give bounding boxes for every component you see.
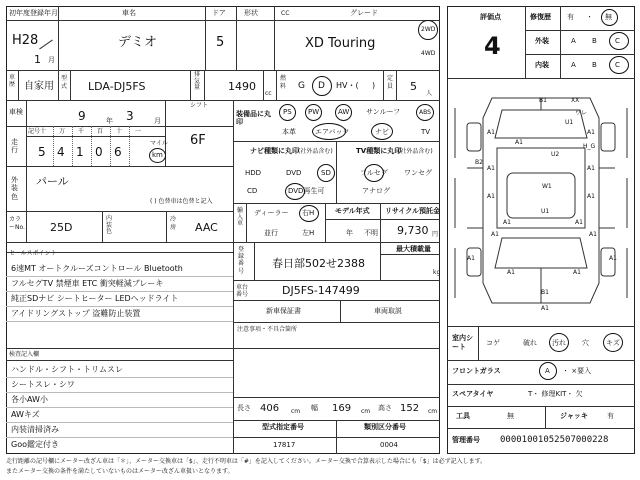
inspector-line: シートスレ・シワ <box>11 380 75 389</box>
damage-mark: A1 <box>507 269 515 276</box>
plate-label: 登録番号 <box>238 246 245 275</box>
interior-seat-label: 室内シート <box>452 334 473 352</box>
tv-oneseg: ワンセグ <box>404 169 432 177</box>
damage-mark: B2 <box>475 159 483 166</box>
repair-label: 修復歴 <box>530 13 551 21</box>
mileage-digit-label: 万 <box>59 128 66 135</box>
nav-cd: CD <box>247 187 258 195</box>
cc-unit: cc <box>265 90 272 97</box>
mgmt-label: 管理番号 <box>452 436 480 444</box>
inspector-line: 各小AW小 <box>11 395 48 404</box>
mileage-digit: 6 <box>114 145 122 159</box>
mileage-digit: 1 <box>76 145 84 159</box>
capacity: 5 <box>410 80 417 93</box>
damage-mark: A1 <box>575 219 583 226</box>
glass-extra: ・ ×要入 <box>562 367 592 375</box>
capacity-unit: 人 <box>426 90 433 97</box>
spare-value: T・ 修理KIT・ 欠 <box>528 390 583 398</box>
displacement: 1490 <box>228 80 256 93</box>
mileage-digit-label: 十 <box>116 128 123 135</box>
height: 152 <box>400 403 420 414</box>
aircon-label: 冷房 <box>170 216 177 231</box>
inspector-line: AWキズ <box>11 410 40 419</box>
width-unit: cm <box>361 408 371 415</box>
equip-pw: PW <box>308 108 320 116</box>
damage-mark: A1 <box>587 129 595 136</box>
damage-mark: A1 <box>491 231 499 238</box>
nav-hdd: HDD <box>245 169 262 177</box>
recycle-value: 9,730 <box>397 224 429 237</box>
tv-sub: (社外品含む) <box>398 148 433 155</box>
equip-navi: ナビ <box>375 128 389 136</box>
selling-point-line: 純正SDナビ シートヒーター LEDヘッドライト <box>11 294 179 303</box>
inspection-year: 9 <box>78 109 86 123</box>
shift-label: シフト <box>190 102 209 109</box>
grade: XD Touring <box>305 36 376 51</box>
int-grade-c: C <box>615 61 620 69</box>
chassis: DJ5FS-147499 <box>282 284 360 297</box>
seat-hole: 穴 <box>582 339 589 347</box>
steering-left: 左H <box>302 229 315 237</box>
damage-mark: B1 <box>541 289 549 296</box>
first-reg-month: 1 <box>34 53 41 66</box>
unit-km: km <box>152 151 163 159</box>
tv-fullseg: フルセグ <box>360 169 388 177</box>
seat-stain: 汚れ <box>552 339 566 347</box>
fuel-hv: HV・( <box>336 81 359 90</box>
nav-sd: SD <box>321 169 331 177</box>
damage-mark: A1 <box>587 165 595 172</box>
new-warranty-label: 新車保証書 <box>266 307 301 315</box>
selling-point-line: フルセグTV 禁煙車 ETC 衝突軽減ブレーキ <box>11 279 164 288</box>
tools-label: 工具 <box>456 412 470 420</box>
fuel-d: D <box>318 81 325 91</box>
seat-tear: 破れ <box>523 339 537 347</box>
mileage-digit-label: 千 <box>78 128 85 135</box>
aircon: AAC <box>195 221 218 234</box>
tv-analog: アナログ <box>362 187 390 195</box>
displacement-label: 排気量 <box>194 71 201 92</box>
mileage-digit-label: 百 <box>97 128 104 135</box>
cert-label: 型式指定番号 <box>262 423 304 431</box>
inspector-title: 検査記入欄 <box>9 351 40 358</box>
equip-tv: TV <box>421 128 431 136</box>
footer-line-2: またメーター交換の条件を満たしていないものはメーター改ざん車扱いとなります。 <box>6 468 234 475</box>
spare-label: スペアタイヤ <box>452 390 494 398</box>
damage-mark: A1 <box>487 165 495 172</box>
drive-4wd: 4WD <box>421 50 436 57</box>
damage-mark: A1 <box>515 139 523 146</box>
width: 169 <box>332 403 352 414</box>
doors-label: ドア <box>212 9 226 17</box>
height-label: 高さ <box>378 404 392 412</box>
cc-label: CC <box>281 10 290 17</box>
exterior-grade-label: 外装 <box>535 37 549 45</box>
damage-mark: A1 <box>573 269 581 276</box>
equip-aw: AW <box>338 108 350 116</box>
plate: 春日部502せ2388 <box>272 257 365 270</box>
glass-value: A <box>545 367 550 375</box>
import-label: 輸入車 <box>237 207 244 228</box>
seat-burn: コゲ <box>486 339 500 347</box>
repair-yes: 有 <box>567 13 574 21</box>
damage-mark: U1 <box>565 119 574 126</box>
equipment-title: 装備品に丸印 <box>236 110 271 127</box>
damage-mark: H_G <box>583 143 596 150</box>
ext-grade-b: B <box>592 37 597 45</box>
repair-no: 無 <box>605 13 612 21</box>
inspector-line: ハンドル・シフト・トリムスレ <box>11 365 123 374</box>
color-no: 25D <box>50 221 73 234</box>
recycle-unit: 円 <box>432 231 439 238</box>
length-label: 長さ <box>237 404 251 412</box>
mgmt-value: 00001001052507000228 <box>500 435 609 445</box>
inspector-line: 内装清掃済み <box>11 425 59 434</box>
glass-label: フロントガラス <box>452 367 501 375</box>
int-grade-b: B <box>592 61 597 69</box>
month-unit: 月 <box>48 56 55 64</box>
inspection-month-unit: 月 <box>154 117 161 125</box>
damage-mark: B1 <box>539 97 547 104</box>
import-parallel: 並行 <box>264 229 278 237</box>
first-reg-label: 初年度登録年月 <box>9 9 58 17</box>
equip-abs: ABS <box>419 109 431 116</box>
capacity-label: 定員 <box>387 75 394 90</box>
jack-value: 有 <box>607 412 614 420</box>
nav-title: ナビ種類に丸印 <box>250 147 299 155</box>
int-grade-a: A <box>571 61 576 69</box>
mileage-units-label: 記号 <box>28 128 41 135</box>
damage-mark: XX <box>571 97 580 104</box>
score-label: 評価点 <box>480 13 501 21</box>
model: LDA-DJ5FS <box>88 80 146 93</box>
model-year-unit: 年 <box>346 229 353 237</box>
shift: 6F <box>190 133 206 148</box>
grade-label: グレード <box>350 9 378 17</box>
interior-grade-label: 内装 <box>535 61 549 69</box>
ext-grade-c: C <box>615 37 620 45</box>
damage-mark: A1 <box>589 231 597 238</box>
import-dealer: ディーラー <box>254 209 289 217</box>
repair-dot: ・ <box>586 13 593 21</box>
body-type-label: 形状 <box>244 9 258 17</box>
mileage-digit-label: 十 <box>40 128 47 135</box>
mileage-digit: 4 <box>57 145 65 159</box>
selling-point-line: アイドリングストップ 盗難防止装置 <box>11 309 141 318</box>
steering-right: 右H <box>302 209 315 217</box>
fuel-label: 燃料 <box>280 75 287 90</box>
tv-title: TV種類に丸印 <box>356 147 402 155</box>
inspector-line: Goo鑑定付き <box>11 440 59 449</box>
exterior-note: ( ) 色替車は色替と記入 <box>150 198 213 205</box>
load-label: 最大積載量 <box>396 245 431 253</box>
height-unit: cm <box>428 408 438 415</box>
notes-title: 注意事項・不具合箇所 <box>237 326 298 333</box>
mileage-digit: 0 <box>95 145 103 159</box>
footer-line-1: 走行距離の記号欄にメーター改ざん車は「＊」、メーター交換車は「$」、走行不明車は「#」を記入してください。メーター交換で合算表示した場合にも「$」は必ず記入します。 <box>6 458 487 465</box>
seat-scratch: キズ <box>606 339 620 347</box>
damage-mark: A1 <box>541 305 549 312</box>
tools-value: 無 <box>507 412 514 420</box>
car-name-label: 車名 <box>122 9 136 17</box>
model-year-value: 不明 <box>364 229 378 237</box>
manual-label: 車両取説 <box>374 307 402 315</box>
car-diagram <box>447 78 635 326</box>
load-unit: kg <box>433 269 441 276</box>
damage-mark: A1 <box>467 255 475 262</box>
usage: 自家用 <box>24 81 54 92</box>
mileage-label: 走行 <box>11 138 18 155</box>
fuel-g: G <box>298 81 305 91</box>
color-no-label: カラーNo. <box>9 216 25 231</box>
selling-points-title: セールスポイント <box>9 250 57 257</box>
vehicle-type-label: 車歴 <box>9 74 16 89</box>
nav-sub: (社外品含む) <box>298 148 333 155</box>
model-label: 型式 <box>61 75 68 90</box>
exterior-color: パール <box>36 175 69 188</box>
damage-mark: A1 <box>587 193 595 200</box>
equip-airbag: エアバック <box>315 128 350 136</box>
nav-dvd: DVD <box>286 169 302 177</box>
class-label: 類別区分番号 <box>364 423 406 431</box>
equip-leather: 本革 <box>282 128 296 136</box>
fuel-paren: ) <box>372 81 376 90</box>
doors: 5 <box>216 35 225 50</box>
damage-mark: ワレ <box>575 110 588 117</box>
length: 406 <box>260 403 280 414</box>
drive-2wd: 2WD <box>421 26 436 33</box>
model-year-label: モデル年式 <box>335 207 370 215</box>
recycle-label: リサイクル預託金 <box>385 207 441 215</box>
first-reg-year: H28 <box>12 33 39 48</box>
car-name: デミオ <box>118 35 158 50</box>
interior-color-label: 内装色 <box>106 215 113 236</box>
inspection-month: 3 <box>126 109 134 123</box>
ext-grade-a: A <box>571 37 576 45</box>
damage-mark: A1 <box>487 193 495 200</box>
width-label: 幅 <box>311 404 318 412</box>
mileage-digit-label: 一 <box>135 128 142 135</box>
damage-mark: U2 <box>551 151 560 158</box>
damage-mark: U1 <box>541 208 550 215</box>
equip-sunroof: サンルーフ <box>366 108 401 116</box>
damage-mark: A1 <box>487 129 495 136</box>
class-value: 0004 <box>380 441 398 449</box>
exterior-label: 外装色 <box>11 176 18 201</box>
mileage-digit: 5 <box>38 145 46 159</box>
equip-ps: PS <box>283 108 292 116</box>
damage-mark: A1 <box>609 255 617 262</box>
damage-mark: A1 <box>503 219 511 226</box>
unit-mile: マイル <box>150 140 168 147</box>
nav-dvd-play: DVD再生可 <box>288 187 325 195</box>
chassis-label: 車台番号 <box>236 284 249 299</box>
inspection-label: 車検 <box>9 108 23 116</box>
jack-label: ジャッキ <box>560 412 588 420</box>
damage-mark: W1 <box>542 183 552 190</box>
cert-value: 17817 <box>273 441 296 449</box>
length-unit: cm <box>291 408 301 415</box>
selling-point-line: 6速MT オートクルーズコントロール Bluetooth <box>11 264 183 273</box>
score: 4 <box>484 32 501 60</box>
inspection-year-unit: 年 <box>106 117 113 125</box>
